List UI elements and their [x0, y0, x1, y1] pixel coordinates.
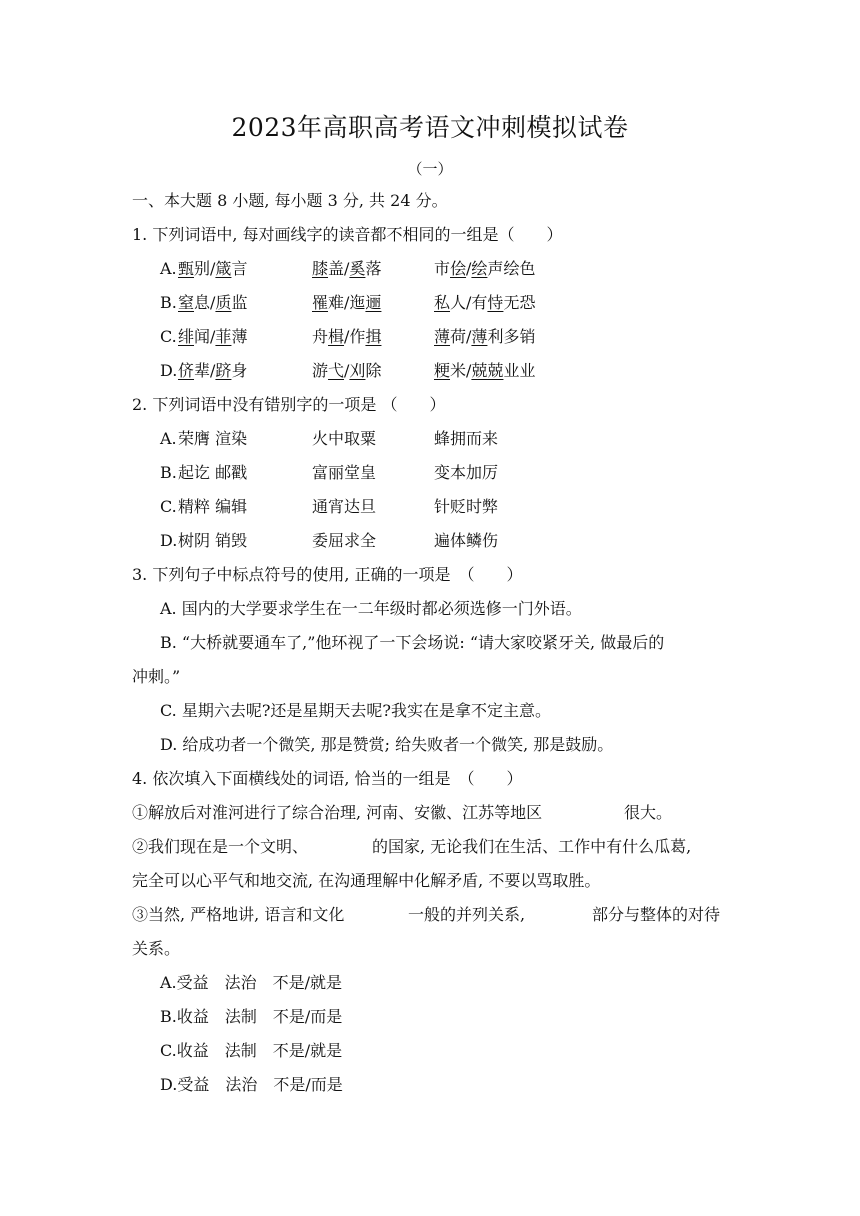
q2-option-a-label: A. [160, 429, 177, 448]
q1-option-a-word1: 甄别/箴言 [178, 259, 248, 278]
q2-option-c-col3: 针贬时弊 [434, 497, 499, 516]
q4-sentence-2-part2: 的国家, 无论我们在生活、工作中有什么瓜葛, [372, 837, 692, 856]
page-subtitle: （一） [407, 160, 453, 178]
q2-option-d-col1: 树阴 销毁 [178, 531, 248, 550]
q1-option-c-label: C. [160, 327, 177, 346]
q1-option-b-word3: 私人/有恃无恐 [434, 293, 536, 312]
q1-option-d-word1: 侪辈/跻身 [178, 361, 248, 380]
q1-option-b-word2: 罹难/迤逦 [312, 293, 382, 312]
q4-option-a: A.受益 法治 不是/就是 [160, 973, 343, 992]
q2-option-b-col2: 富丽堂皇 [312, 463, 377, 482]
q2-option-d-col3: 遍体鳞伤 [434, 531, 499, 550]
q2-option-c-col1: 精粹 编辑 [178, 497, 248, 516]
q4-sentence-2-part3: 完全可以心平气和地交流, 在沟通理解中化解矛盾, 不要以骂取胜。 [132, 871, 601, 890]
q1-option-d-word3: 粳米/兢兢业业 [434, 361, 536, 380]
q2-option-a-col3: 蜂拥而来 [434, 429, 499, 448]
q4-sentence-3-part1: ③当然, 严格地讲, 语言和文化 [132, 905, 345, 924]
q1-option-d-label: D. [160, 361, 178, 380]
q1-option-c-word3: 薄荷/薄利多销 [434, 327, 536, 346]
q1-option-c-word1: 绯闻/菲薄 [178, 327, 248, 346]
section-heading: 一、本大题 8 小题, 每小题 3 分, 共 24 分。 [132, 191, 448, 210]
page-title: 2023年高职高考语文冲刺模拟试卷 [231, 113, 629, 142]
q2-option-d-col2: 委屈求全 [312, 531, 377, 550]
q3-option-d: D. 给成功者一个微笑, 那是赞赏; 给失败者一个微笑, 那是鼓励。 [160, 735, 614, 754]
q2-option-c-label: C. [160, 497, 177, 516]
q4-sentence-3-part3: 部分与整体的对待 [592, 905, 721, 924]
q1-option-d-word2: 游弋/刈除 [312, 361, 382, 380]
q1-option-c-word2: 舟楫/作揖 [312, 327, 382, 346]
q4-sentence-1-part1: ①解放后对淮河进行了综合治理, 河南、安徽、江苏等地区 [132, 803, 543, 822]
q4-option-c: C.收益 法制 不是/就是 [160, 1041, 343, 1060]
q3-option-c: C. 星期六去呢?还是星期天去呢?我实在是拿不定主意。 [160, 701, 552, 720]
q2-option-a-col2: 火中取粟 [312, 429, 377, 448]
q4-option-b: B.收益 法制 不是/而是 [160, 1007, 343, 1026]
q1-option-b-word1: 窒息/质监 [178, 293, 248, 312]
question-2-stem: 2. 下列词语中没有错别字的一项是 （ ） [132, 395, 446, 414]
q2-option-a-col1: 荣膺 渲染 [178, 429, 248, 448]
q4-sentence-3-part4: 关系。 [132, 939, 181, 958]
question-3-stem: 3. 下列句子中标点符号的使用, 正确的一项是 （ ） [132, 565, 523, 584]
q4-option-d: D.受益 法治 不是/而是 [160, 1075, 343, 1094]
q3-option-b-line2: 冲刺。” [132, 667, 181, 686]
q1-option-a-word3: 市侩/绘声绘色 [434, 259, 536, 278]
q2-option-d-label: D. [160, 531, 178, 550]
q1-option-a-label: A. [160, 259, 177, 278]
q3-option-b-line1: B. “大桥就要通车了,”他环视了一下会场说: “请大家咬紧牙关, 做最后的 [160, 633, 665, 652]
q2-option-b-label: B. [160, 463, 177, 482]
q2-option-c-col2: 通宵达旦 [312, 497, 377, 516]
q1-option-a-word2: 膝盖/奚落 [312, 259, 382, 278]
q2-option-b-col1: 起讫 邮戳 [178, 463, 248, 482]
question-4-stem: 4. 依次填入下面横线处的词语, 恰当的一组是 （ ） [132, 769, 523, 788]
q4-sentence-1-part2: 很大。 [624, 803, 673, 822]
q4-sentence-2-part1: ②我们现在是一个文明、 [132, 837, 309, 856]
q4-sentence-3-part2: 一般的并列关系, [408, 905, 526, 924]
question-1-stem: 1. 下列词语中, 每对画线字的读音都不相同的一组是（ ） [132, 225, 563, 244]
q2-option-b-col3: 变本加厉 [434, 463, 499, 482]
q1-option-b-label: B. [160, 293, 177, 312]
q3-option-a: A. 国内的大学要求学生在一二年级时都必须选修一门外语。 [160, 599, 582, 618]
